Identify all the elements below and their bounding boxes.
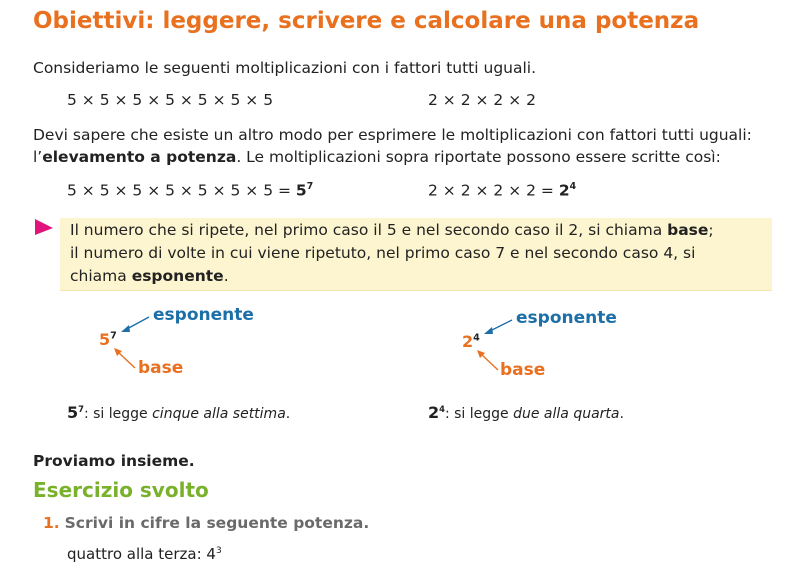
expression-five: 5 × 5 × 5 × 5 × 5 × 5 × 5: [67, 91, 274, 109]
definition-box: [60, 218, 772, 291]
reading-two-exponent: 4: [439, 404, 445, 414]
term-elevamento: elevamento a potenza: [42, 148, 237, 166]
paragraph-rest: . Le moltiplicazioni sopra riportate possono essere scritte così:: [236, 148, 721, 166]
proviamo-heading: Proviamo insieme.: [33, 452, 195, 470]
reading-two: [428, 403, 624, 422]
reading-five-exponent: 7: [78, 404, 84, 414]
reading-five-end: .: [285, 406, 291, 422]
paragraph-prefix: l’: [33, 148, 43, 166]
diagram-1-exponent: 7: [110, 330, 117, 342]
diagram-2-arrows-icon: [470, 314, 520, 374]
page-title: Obiettivi: leggere, scrivere e calcolare una potenza: [33, 8, 700, 34]
equation-five-exponent: 7: [306, 181, 314, 192]
diagram-2-exponent: 4: [473, 332, 480, 344]
equation-five-left: 5 × 5 × 5 × 5 × 5 × 5 × 5 =: [67, 181, 296, 200]
equation-two-base: 2: [558, 181, 570, 200]
exercise-1-number: 1.: [43, 514, 60, 532]
exercise-1-answer-exponent: 3: [215, 546, 222, 556]
equation-two-exponent: 4: [569, 181, 577, 192]
intro-text: Consideriamo le seguenti moltiplicazioni con i fattori tutti uguali.: [33, 59, 537, 77]
diagram-1-arrows-icon: [108, 312, 158, 372]
definition-line-1-end: ;: [708, 221, 714, 239]
exercise-1-text: Scrivi in cifre la seguente potenza.: [64, 514, 370, 532]
definition-line-3-text: chiama: [70, 267, 132, 285]
reading-five-base: 5: [67, 403, 79, 422]
definition-line-1-text: Il numero che si ripete, nel primo caso il 5 e nel secondo caso il 2, si chiama: [70, 221, 668, 239]
paragraph-line-2: [33, 148, 721, 166]
definition-line-3: [70, 267, 229, 285]
definition-line-2: il numero di volte in cui viene ripetuto, nel primo caso 7 e nel secondo caso 4, si: [70, 244, 696, 262]
diagram-1-base: 5: [99, 330, 111, 349]
reading-two-end: .: [619, 406, 624, 422]
reading-five-italic: cinque alla settima: [152, 406, 286, 422]
reading-two-base: 2: [428, 403, 440, 422]
pointer-triangle-icon: [33, 218, 55, 236]
equation-two: [428, 181, 576, 200]
definition-line-3-end: .: [223, 267, 229, 285]
equation-five-base: 5: [295, 181, 307, 200]
diagram-1-exponent-label: esponente: [153, 305, 254, 325]
expression-two: 2 × 2 × 2 × 2: [428, 91, 536, 109]
definition-line-1: [70, 221, 714, 239]
equation-two-left: 2 × 2 × 2 × 2 =: [428, 181, 559, 200]
term-esponente: esponente: [131, 267, 224, 285]
exercise-1: [43, 514, 369, 532]
exercise-1-answer-text: quattro alla terza: 4: [67, 545, 216, 563]
diagram-1-base-label: base: [138, 358, 184, 378]
term-base: base: [667, 221, 709, 239]
reading-two-text: : si legge: [444, 406, 514, 422]
diagram-2-base: 2: [462, 332, 474, 351]
paragraph-line-1: Devi sapere che esiste un altro modo per esprimere le moltiplicazioni con fattori tutti uguali:: [33, 126, 752, 144]
esercizio-heading: Esercizio svolto: [33, 478, 209, 502]
diagram-2-base-label: base: [500, 360, 546, 380]
reading-five: [67, 403, 290, 422]
reading-five-text: : si legge: [83, 406, 153, 422]
diagram-2-exponent-label: esponente: [516, 308, 617, 328]
equation-five: [67, 181, 313, 200]
exercise-1-answer: [67, 545, 222, 563]
reading-two-italic: due alla quarta: [513, 406, 620, 422]
